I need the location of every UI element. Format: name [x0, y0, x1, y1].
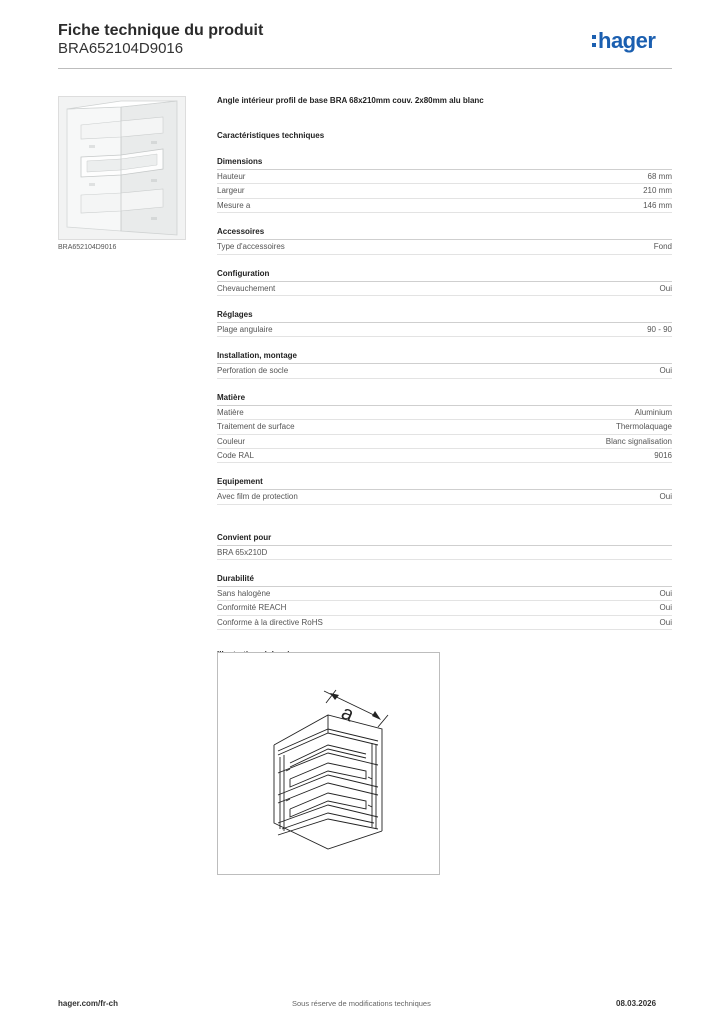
spec-value: 90 - 90	[647, 324, 672, 334]
section-installation	[217, 351, 672, 378]
spec-label: Hauteur	[217, 172, 246, 181]
spec-value: Oui	[659, 283, 672, 293]
spec-label: BRA 65x210D	[217, 547, 268, 557]
product-photo	[58, 96, 186, 240]
spec-value: Oui	[659, 589, 672, 599]
logo-text: hager	[598, 28, 656, 53]
section-title: Equipement	[217, 477, 672, 490]
section-title: Convient pour	[217, 533, 672, 546]
section-title: Matière	[217, 393, 672, 406]
spec-value: Thermolaquage	[615, 422, 672, 432]
dimension-label: a	[337, 701, 358, 727]
spec-value: Blanc signalisation	[605, 436, 672, 446]
spec-label: Type d'accessoires	[217, 242, 285, 252]
footer-website-link[interactable]: hager.com/fr-ch	[58, 999, 119, 1008]
spec-label: Couleur	[217, 436, 246, 446]
footer-date: 08.03.2026	[616, 999, 657, 1008]
spec-content	[217, 96, 672, 659]
spec-label: Sans halogène	[217, 589, 271, 599]
spec-value: 210 mm	[643, 186, 672, 196]
spec-label: Code RAL	[217, 450, 254, 460]
spec-row	[217, 323, 672, 337]
spec-label: Chevauchement	[217, 283, 276, 293]
spec-value: Oui	[659, 603, 672, 613]
spec-value: Aluminium	[634, 407, 672, 417]
hager-logo[interactable]	[592, 30, 655, 52]
spec-row	[217, 546, 672, 560]
section-accessories	[217, 227, 672, 254]
section-settings	[217, 310, 672, 337]
section-title: Dimensions	[217, 157, 672, 170]
spec-row	[217, 282, 672, 296]
spec-label: Matière	[217, 407, 244, 417]
spec-value: Oui	[659, 492, 672, 502]
section-material	[217, 393, 672, 464]
spec-row	[217, 449, 672, 463]
spec-row	[217, 587, 672, 601]
section-dimensions	[217, 157, 672, 213]
header-divider	[58, 68, 672, 69]
spec-label: Mesure a	[217, 200, 251, 210]
section-sustainability	[217, 574, 672, 630]
spec-label: Largeur	[217, 186, 245, 196]
corner-drawing-image	[218, 653, 439, 874]
spec-label: Perforation de socle	[217, 366, 289, 376]
section-title: Durabilité	[217, 574, 672, 587]
section-suitable-for	[217, 533, 672, 560]
spec-label: Traitement de surface	[217, 422, 295, 432]
technical-drawing	[217, 652, 440, 875]
spec-row	[217, 601, 672, 615]
product-photo-image	[59, 97, 185, 239]
technical-characteristics-heading: Caractéristiques techniques	[217, 131, 325, 140]
logo-dots-icon	[592, 35, 596, 47]
section-title: Installation, montage	[217, 351, 672, 364]
spec-value: 68 mm	[647, 172, 672, 181]
spec-row	[217, 199, 672, 213]
spec-row	[217, 240, 672, 254]
spec-row	[217, 616, 672, 630]
spec-label: Plage angulaire	[217, 324, 273, 334]
spec-row	[217, 170, 672, 184]
spec-value: Oui	[659, 617, 672, 627]
section-configuration	[217, 269, 672, 296]
page-title: Fiche technique du produit	[58, 22, 264, 39]
photo-caption: BRA652104D9016	[58, 244, 117, 251]
section-title: Accessoires	[217, 227, 672, 240]
spec-row	[217, 364, 672, 378]
spec-row	[217, 420, 672, 434]
spec-row	[217, 435, 672, 449]
footer-notice: Sous réserve de modifications techniques	[292, 999, 431, 1008]
spec-value: 146 mm	[643, 200, 672, 210]
spec-label: Conforme à la directive RoHS	[217, 617, 323, 627]
section-title: Réglages	[217, 310, 672, 323]
section-title: Configuration	[217, 269, 672, 282]
product-description: Angle intérieur profil de base BRA 68x210mm couv. 2x80mm alu blanc	[217, 96, 484, 105]
spec-value: Fond	[653, 242, 672, 252]
spec-row	[217, 406, 672, 420]
spec-value: 9016	[654, 450, 672, 460]
spec-row	[217, 490, 672, 504]
spec-value: Oui	[659, 366, 672, 376]
section-equipment	[217, 477, 672, 504]
spec-label: Avec film de protection	[217, 492, 298, 502]
spec-label: Conformité REACH	[217, 603, 287, 613]
product-reference: BRA652104D9016	[58, 40, 184, 57]
spec-row	[217, 184, 672, 198]
